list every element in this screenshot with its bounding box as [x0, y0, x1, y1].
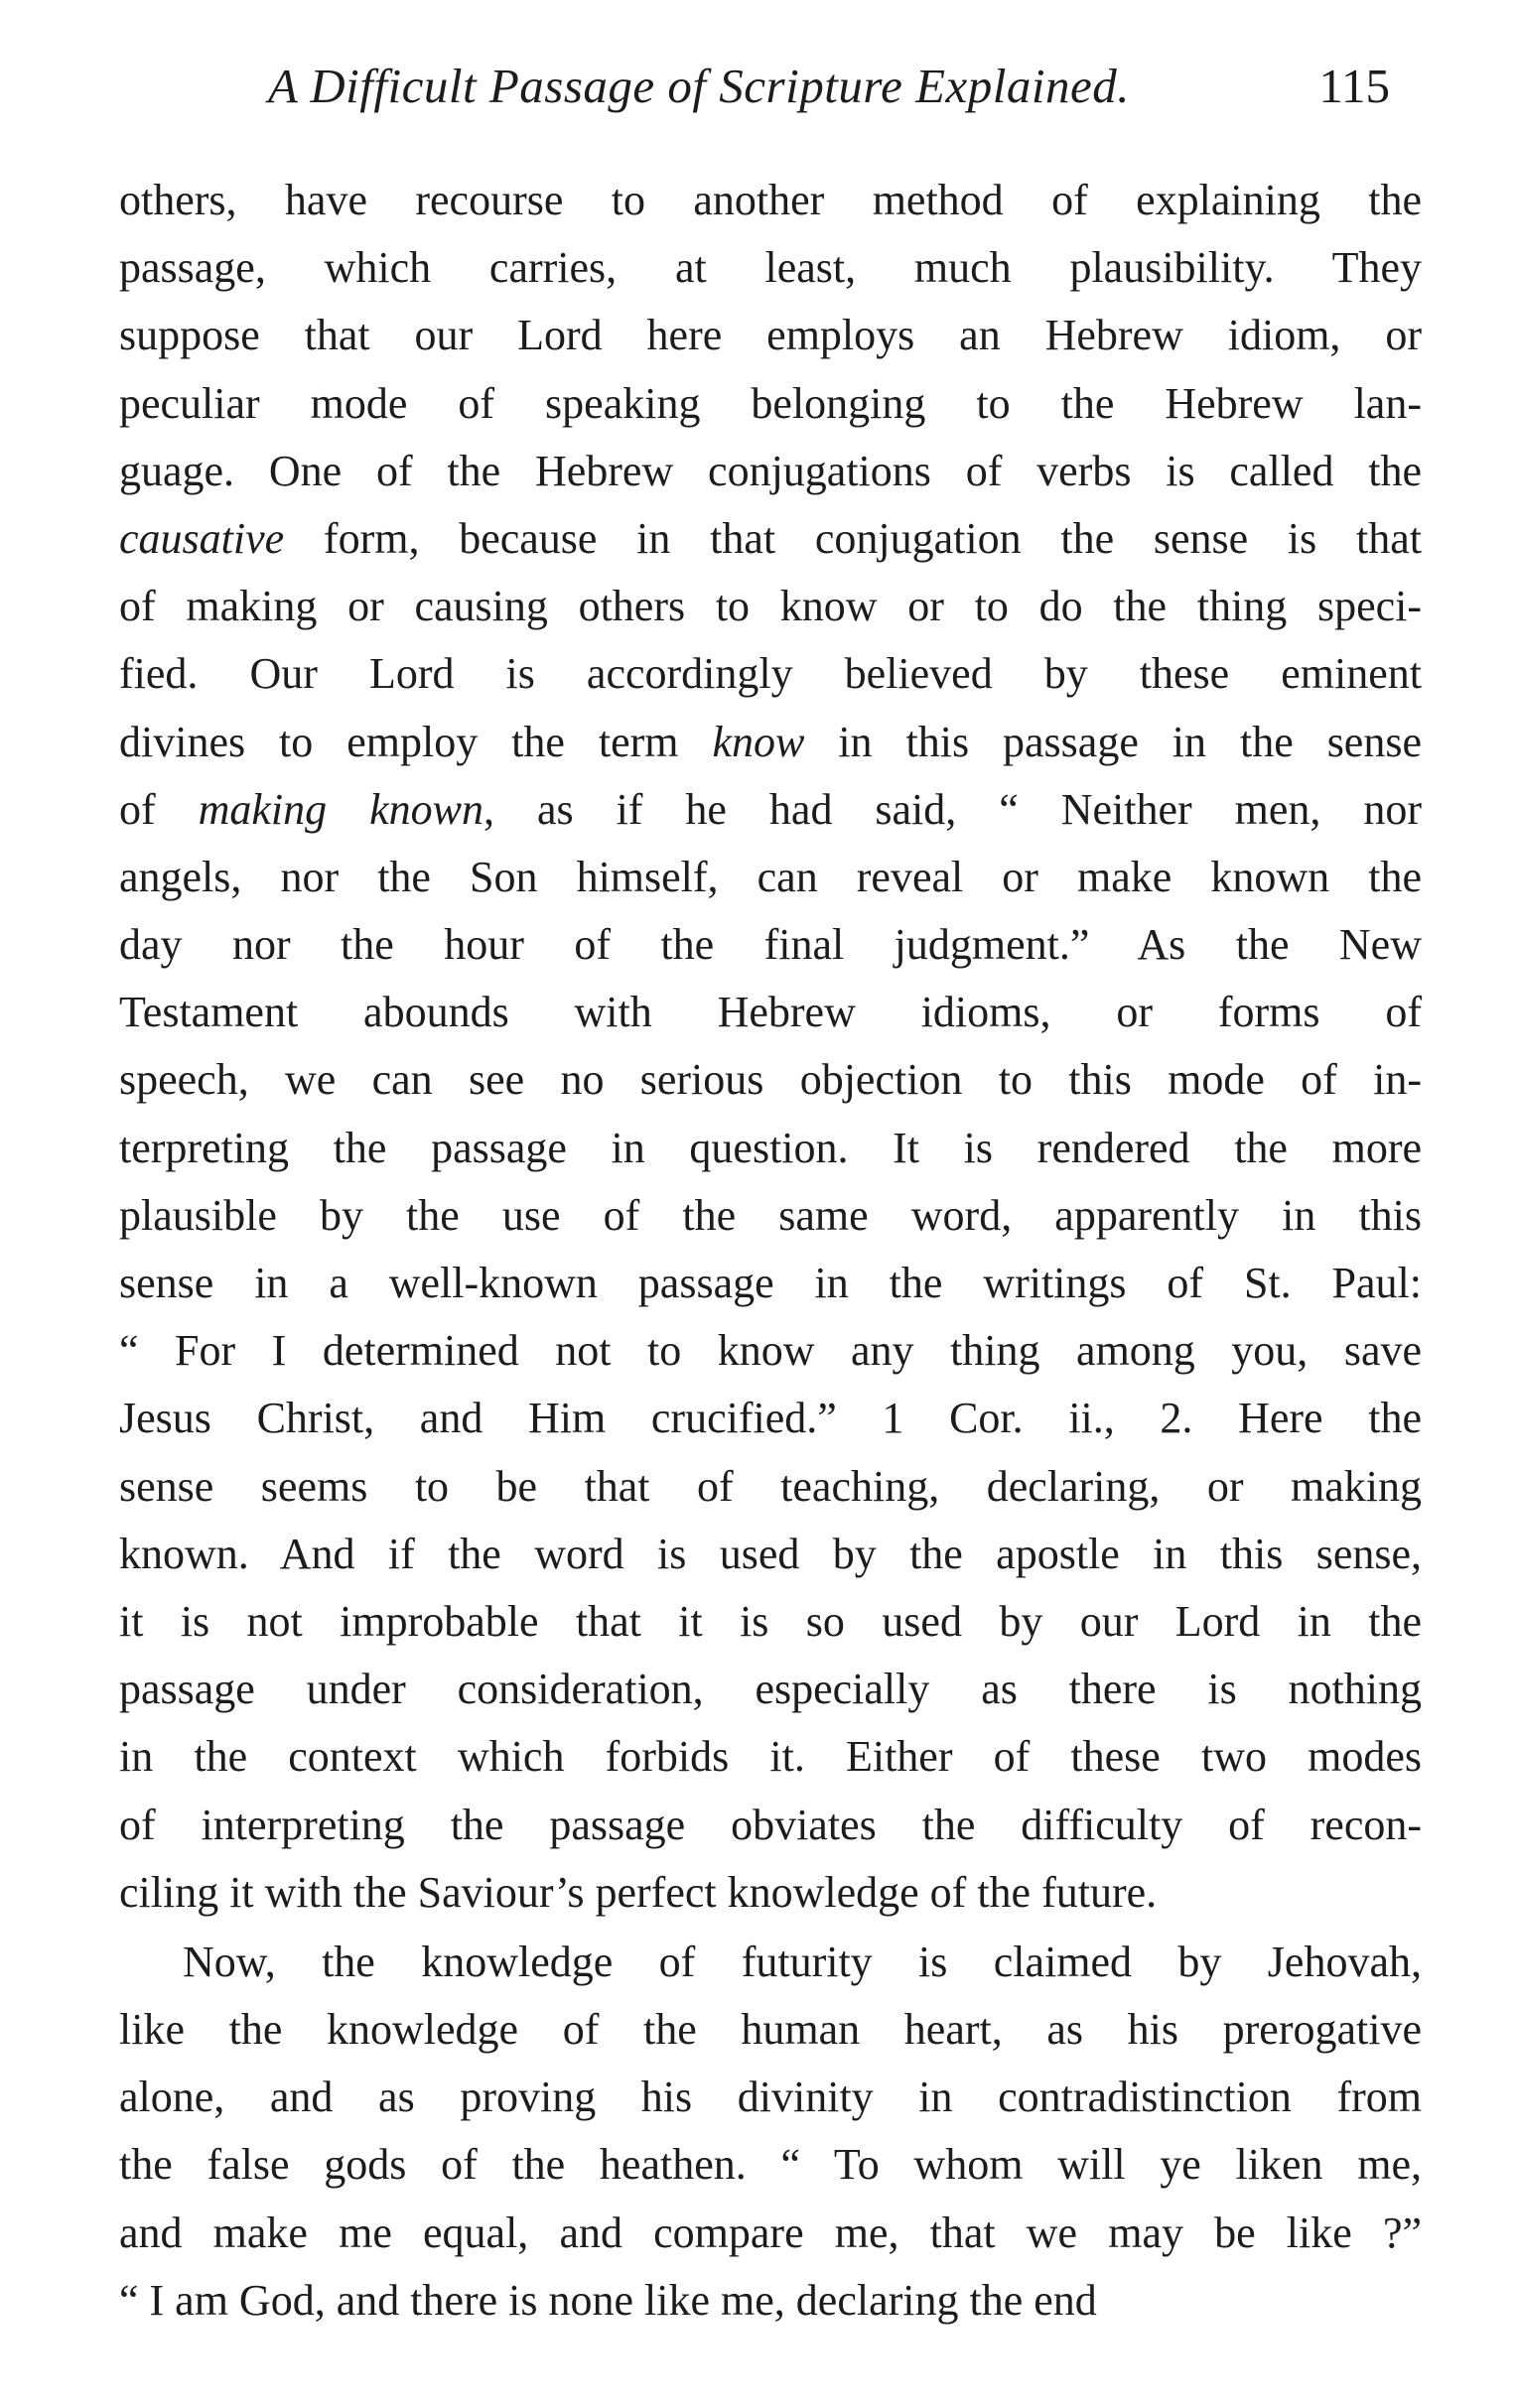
- text-line: [119, 2267, 1422, 2335]
- text-line: [119, 776, 1422, 844]
- text-segment: sense in a well-known passage in the writings of St. Paul:: [119, 1259, 1422, 1307]
- text-line: [119, 1453, 1422, 1521]
- text-segment: plausible by the use of the same word, apparently in this: [119, 1190, 1422, 1240]
- text-segment: passage under consideration, especially as there is nothing: [119, 1665, 1422, 1714]
- text-segment: “ For I determined not to know any thing among you, save: [119, 1326, 1422, 1376]
- text-segment: of interpreting the passage obviates the difficulty of recon-: [119, 1800, 1422, 1849]
- text-line: [119, 911, 1422, 979]
- text-line: [119, 2200, 1422, 2267]
- text-segment: angels, nor the Son himself, can reveal or make known the: [119, 852, 1422, 901]
- text-line: [119, 1250, 1422, 1317]
- text-segment: “ I am God, and there is none like me, declaring the end: [119, 2275, 1097, 2325]
- italic-text: causative: [119, 513, 285, 563]
- text-segment: in the context which forbids it. Either of these two modes: [119, 1732, 1422, 1782]
- text-segment: Testament abounds with Hebrew idioms, or forms of: [119, 988, 1422, 1037]
- text-line: [119, 1385, 1422, 1452]
- body-text: [119, 167, 1422, 2335]
- text-line: [119, 167, 1422, 234]
- text-segment: and make me equal, and compare me, that we may be like ?”: [119, 2207, 1422, 2257]
- text-line: [119, 438, 1422, 505]
- text-line: [119, 1929, 1422, 1996]
- text-line: [119, 1115, 1422, 1182]
- text-line: [119, 505, 1422, 573]
- text-segment: the false gods of the heathen. “ To whom will ye liken me,: [119, 2140, 1422, 2190]
- text-segment: of making or causing others to know or to do the thing speci-: [119, 582, 1422, 631]
- text-line: [119, 1859, 1422, 1927]
- text-segment: ciling it with the Saviour’s perfect knowledge of the future.: [119, 1867, 1158, 1917]
- italic-text: making known: [198, 784, 483, 834]
- text-line: [119, 844, 1422, 911]
- text-segment: of: [119, 784, 199, 834]
- text-segment: speech, we can see no serious objection to this mode of in-: [119, 1055, 1422, 1105]
- text-line: [119, 709, 1422, 776]
- text-segment: fied. Our Lord is accordingly believed by these eminent: [119, 649, 1422, 699]
- text-segment: alone, and as proving his divinity in contradistinction from: [119, 2073, 1422, 2122]
- text-segment: peculiar mode of speaking belonging to the Hebrew lan-: [119, 378, 1422, 428]
- text-line: [119, 1996, 1422, 2064]
- text-segment: it is not improbable that it is so used by our Lord in the: [119, 1596, 1422, 1646]
- text-line: [119, 573, 1422, 640]
- text-segment: , as if he had said, “ Neither men, nor: [483, 784, 1423, 834]
- text-line: [119, 1656, 1422, 1723]
- text-segment: passage, which carries, at least, much plausibility. They: [119, 243, 1422, 293]
- text-segment: form, because in that conjugation the sense is that: [284, 513, 1422, 563]
- text-line: [119, 1521, 1422, 1588]
- text-line: [119, 1792, 1422, 1859]
- running-title: A Difficult Passage of Scripture Explained.: [268, 59, 1130, 113]
- text-segment: divines to employ the term: [119, 717, 713, 766]
- text-line: [119, 1182, 1422, 1250]
- text-line: [119, 2131, 1422, 2199]
- text-segment: guage. One of the Hebrew conjugations of verbs is called the: [119, 446, 1422, 495]
- text-line: [119, 370, 1422, 438]
- text-line: [119, 1046, 1422, 1114]
- text-line: [119, 234, 1422, 302]
- text-line: [119, 302, 1422, 369]
- text-segment: suppose that our Lord here employs an Hebrew idiom, or: [119, 311, 1422, 360]
- text-line: [119, 1588, 1422, 1656]
- text-line: [119, 1723, 1422, 1791]
- text-segment: Now, the knowledge of futurity is claimed by Jehovah,: [183, 1937, 1422, 1986]
- text-segment: Jesus Christ, and Him crucified.” 1 Cor. ii., 2. Here the: [119, 1394, 1422, 1443]
- paragraph: [119, 1929, 1422, 2335]
- text-line: [119, 979, 1422, 1046]
- text-segment: known. And if the word is used by the apostle in this sense,: [119, 1529, 1422, 1578]
- paragraph: [119, 167, 1422, 1927]
- text-segment: sense seems to be that of teaching, declaring, or making: [119, 1461, 1422, 1511]
- page-number: 115: [1318, 59, 1390, 113]
- italic-text: know: [712, 717, 805, 766]
- text-segment: day nor the hour of the final judgment.” As the New: [119, 920, 1422, 970]
- text-line: [119, 1317, 1422, 1385]
- text-segment: like the knowledge of the human heart, as his prerogative: [119, 2005, 1422, 2055]
- text-segment: others, have recourse to another method of explaining the: [119, 176, 1422, 224]
- text-line: [119, 2064, 1422, 2131]
- page-header: [119, 58, 1418, 137]
- text-segment: terpreting the passage in question. It is rendered the more: [119, 1123, 1422, 1172]
- text-line: [119, 640, 1422, 708]
- text-segment: in this passage in the sense: [804, 717, 1422, 766]
